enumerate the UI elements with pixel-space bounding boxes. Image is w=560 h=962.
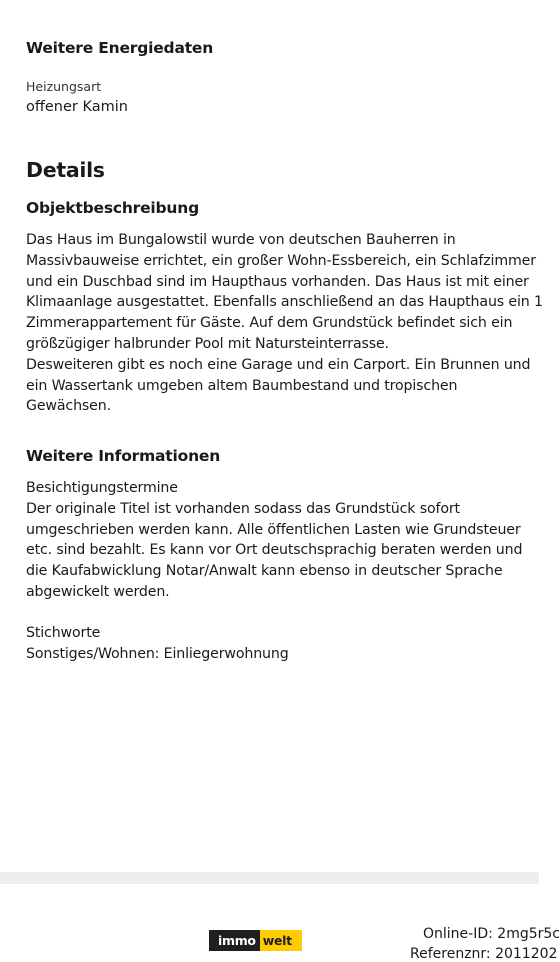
logo-part-welt: welt (260, 930, 302, 951)
keywords-label: Stichworte (26, 625, 101, 641)
description-line: Zimmerappartement für Gäste. Auf dem Grundstück befindet sich ein (26, 315, 513, 332)
more-info-line: Der originale Titel ist vorhanden sodass das Grundstück sofort (26, 500, 460, 517)
heating-label: Heizungsart (26, 79, 102, 94)
description-line: Desweiteren gibt es noch eine Garage und ein Carport. Ein Brunnen und (26, 356, 531, 373)
more-info-text (26, 478, 523, 603)
footer-divider (0, 872, 539, 884)
more-info-line: etc. sind bezahlt. Es kann vor Ort deutschsprachig beraten werden und (26, 542, 523, 559)
description-line: größzügiger halbrunder Pool mit Natursteinterrasse. (26, 335, 389, 352)
energy-heading: Weitere Energiedaten (26, 39, 214, 57)
heating-value: offener Kamin (26, 99, 128, 115)
more-info-line: die Kaufabwicklung Notar/Anwalt kann ebenso in deutscher Sprache (26, 563, 503, 580)
description-text (26, 230, 543, 417)
more-info-heading: Weitere Informationen (26, 447, 221, 465)
description-line: Gewächsen. (26, 398, 111, 415)
details-heading: Details (26, 158, 105, 182)
reference-number: Referenznr: 2011202 (410, 946, 558, 962)
description-line: und ein Duschbad sind im Haupthaus vorhanden. Das Haus ist mit einer (26, 273, 529, 290)
more-info-line: abgewickelt werden. (26, 583, 170, 600)
keywords-value: Sonstiges/Wohnen: Einliegerwohnung (26, 645, 289, 662)
more-info-line: Besichtigungstermine (26, 480, 178, 496)
description-line: Klimaanlage ausgestattet. Ebenfalls anschließend an das Haupthaus ein 1 (26, 294, 543, 311)
more-info-line: umgeschrieben werden kann. Alle öffentlichen Lasten wie Grundsteuer (26, 521, 521, 538)
online-id: Online-ID: 2mg5r5c (423, 926, 560, 942)
keywords-block (26, 623, 496, 665)
description-line: Das Haus im Bungalowstil wurde von deutschen Bauherren in (26, 232, 456, 248)
description-line: ein Wassertank umgeben altem Baumbestand und tropischen (26, 377, 458, 394)
description-line: Massivbauweise errichtet, ein großer Wohn-Essbereich, ein Schlafzimmer (26, 252, 536, 269)
description-heading: Objektbeschreibung (26, 199, 200, 217)
immowelt-logo[interactable] (209, 930, 302, 951)
logo-part-immo: immo (209, 930, 260, 951)
